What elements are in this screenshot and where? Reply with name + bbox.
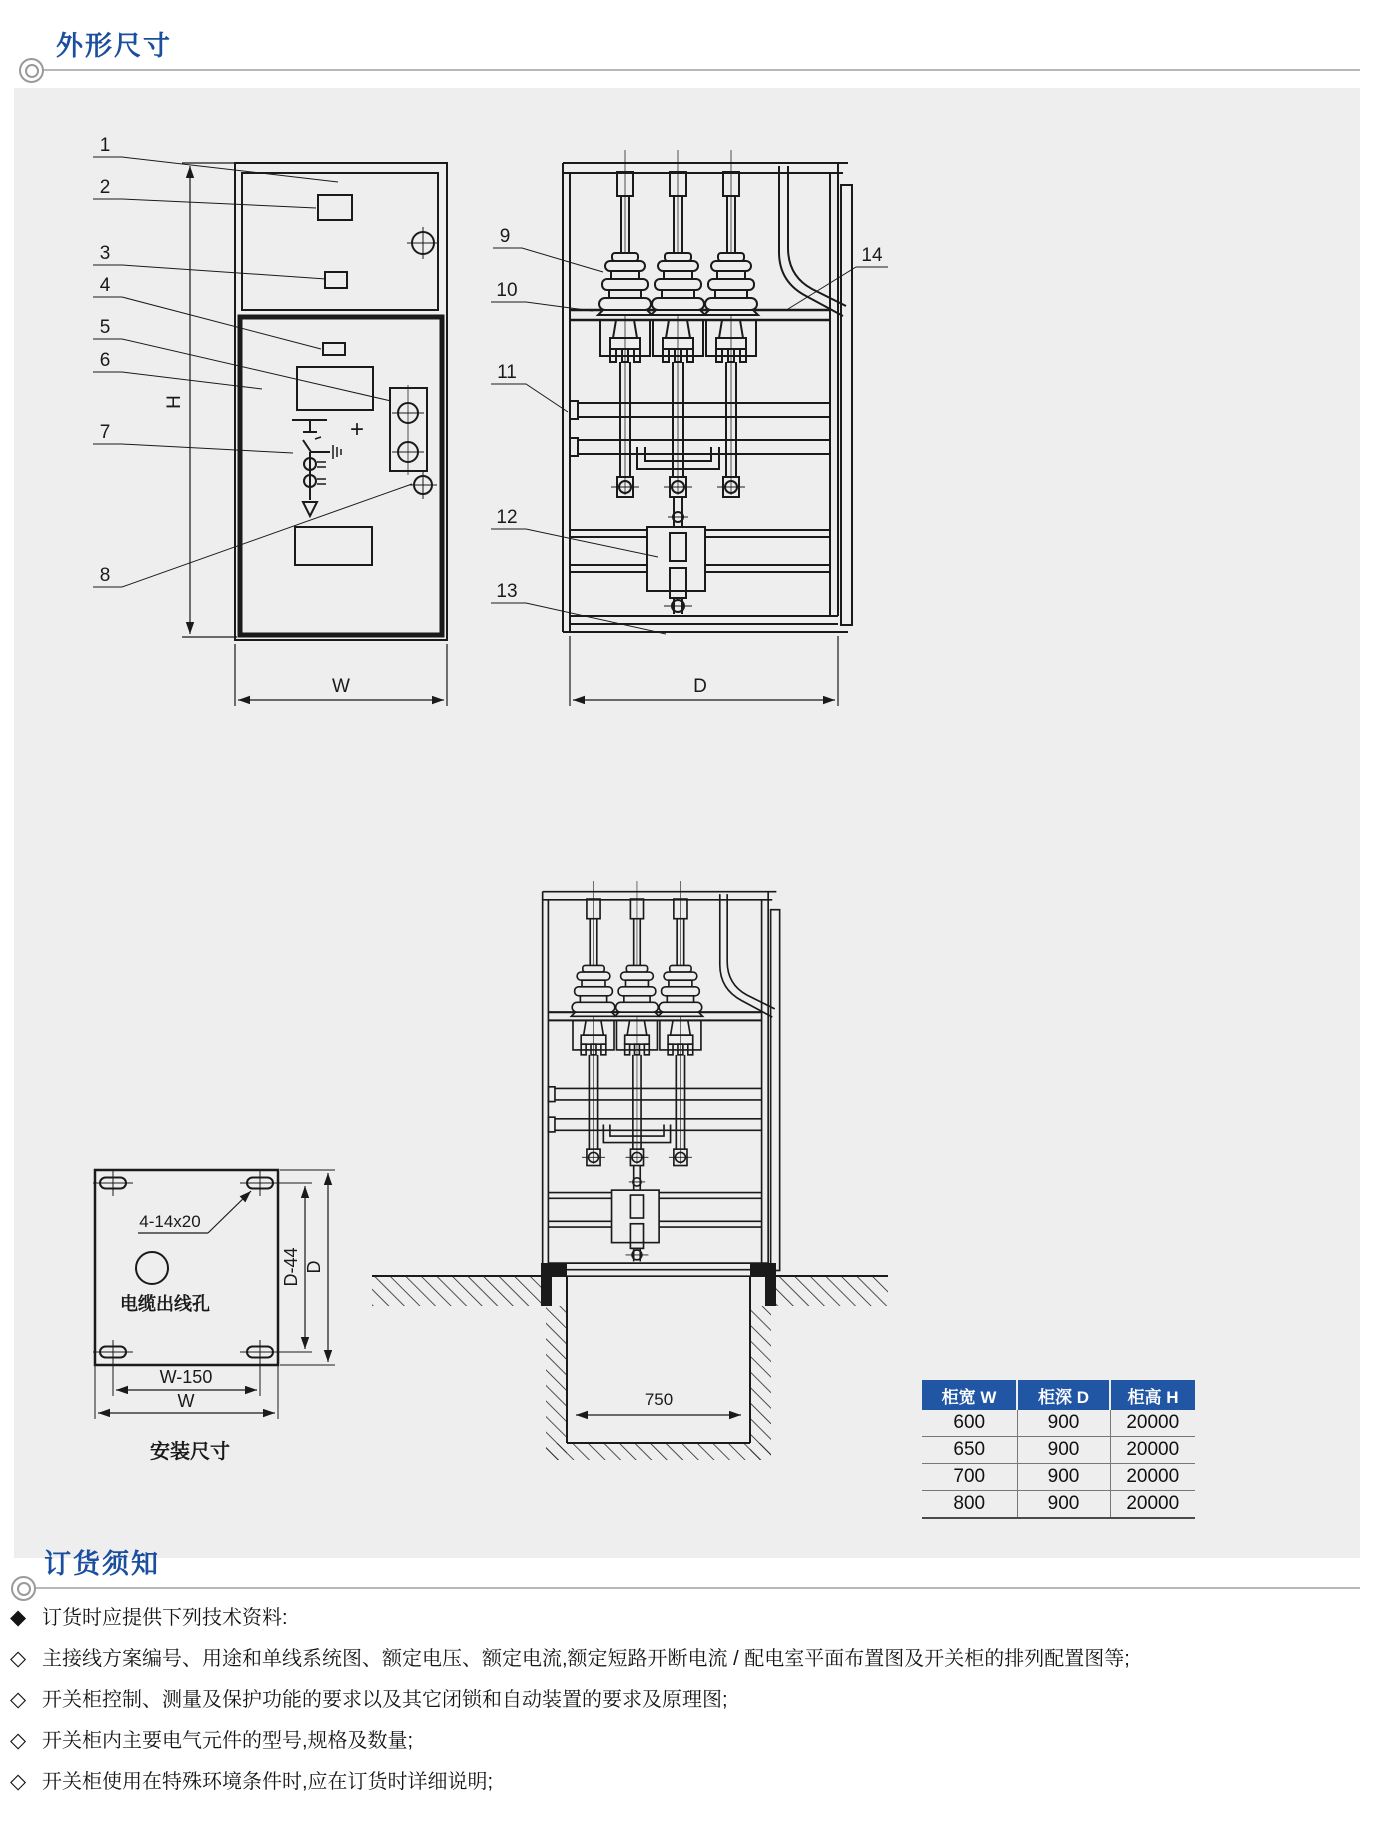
col-header-width: 柜宽 W [922,1380,1017,1410]
note-text: 开关柜内主要电气元件的型号,规格及数量; [42,1730,414,1752]
cell: 600 [922,1410,1017,1437]
cabinet-size-table [922,1380,1195,1519]
section-title-outline-dimensions: 外形尺寸 [56,31,172,61]
table-header-row [922,1380,1195,1410]
installation-drawing [93,1170,335,1463]
dim-d-install-label: D [304,1260,324,1274]
note-item [10,1606,1370,1630]
foundation-trench [372,1263,888,1460]
dim-w150-label: W-150 [159,1367,213,1387]
diamond-outline-icon: ◇ [10,1688,27,1711]
cell: 20000 [1110,1410,1195,1437]
middle-view [543,881,780,1276]
cell: 20000 [1110,1464,1195,1491]
cell: 20000 [1110,1491,1195,1519]
note-text: 主接线方案编号、用途和单线系统图、额定电压、额定电流,额定短路开断电流 / 配电室平面布置图及开关柜的排列配置图等; [42,1648,1130,1670]
note-text: 开关柜控制、测量及保护功能的要求以及其它闭锁和自动装置的要求及原理图; [42,1689,728,1711]
callout-3: 3 [99,243,111,264]
note-item [10,1688,1370,1712]
cell: 900 [1017,1410,1110,1437]
section-divider [30,69,1360,71]
callout-13: 13 [496,581,518,602]
front-view [235,163,447,640]
dim-trench-width: 750 [644,1390,674,1409]
callout-14: 14 [861,245,883,266]
front-callouts [93,135,412,587]
callout-12: 12 [496,507,518,528]
callout-6: 6 [99,350,111,371]
section-title-ordering-notes: 订货须知 [44,1549,160,1579]
note-item [10,1647,1370,1671]
cell: 900 [1017,1437,1110,1464]
col-header-depth: 柜深 D [1017,1380,1110,1410]
section-ring-icon [19,58,44,83]
table-row [922,1491,1195,1519]
side-view [563,150,852,632]
table-row [922,1410,1195,1437]
cable-hole-label: 电缆出线孔 [120,1294,210,1314]
cell: 650 [922,1437,1017,1464]
cell: 700 [922,1464,1017,1491]
diamond-outline-icon: ◇ [10,1770,27,1793]
dim-w-install-label: W [177,1391,195,1411]
diamond-outline-icon: ◇ [10,1647,27,1670]
callout-8: 8 [99,565,111,586]
dim-h-label: H [164,395,185,409]
callout-11: 11 [497,362,517,383]
installation-caption: 安装尺寸 [150,1441,230,1463]
col-header-height: 柜高 H [1110,1380,1195,1410]
dim-w-label: W [332,676,350,697]
note-item [10,1770,1370,1794]
section-divider [22,1587,1360,1589]
callout-9: 9 [499,226,511,247]
dim-d44-label: D-44 [281,1247,301,1287]
dim-d-label: D [693,676,707,697]
ordering-notes-list [10,1606,1370,1811]
cell: 800 [922,1491,1017,1519]
note-text: 开关柜使用在特殊环境条件时,应在订货时详细说明; [42,1771,494,1793]
callout-4: 4 [99,275,111,296]
diamond-outline-icon: ◇ [10,1729,27,1752]
cell: 20000 [1110,1437,1195,1464]
hole-note-label: 4-14x20 [139,1212,201,1231]
plus-mark: + [349,416,365,443]
front-dimensions [164,163,447,706]
cell: 900 [1017,1464,1110,1491]
callout-5: 5 [99,317,111,338]
table-row [922,1464,1195,1491]
diamond-filled-icon: ◆ [10,1606,27,1629]
cell: 900 [1017,1491,1110,1519]
technical-drawing [14,88,1360,1558]
callout-1: 1 [99,135,111,156]
mounting-slots [93,1171,280,1365]
drawings-panel [14,88,1360,1558]
section-ring-icon [11,1576,36,1601]
table-row [922,1437,1195,1464]
schematic-symbol [292,420,341,516]
side-dimension [570,636,838,706]
note-item [10,1729,1370,1753]
note-text: 订货时应提供下列技术资料: [42,1607,288,1629]
callout-2: 2 [99,177,111,198]
callout-7: 7 [99,422,111,443]
callout-10: 10 [496,280,518,301]
